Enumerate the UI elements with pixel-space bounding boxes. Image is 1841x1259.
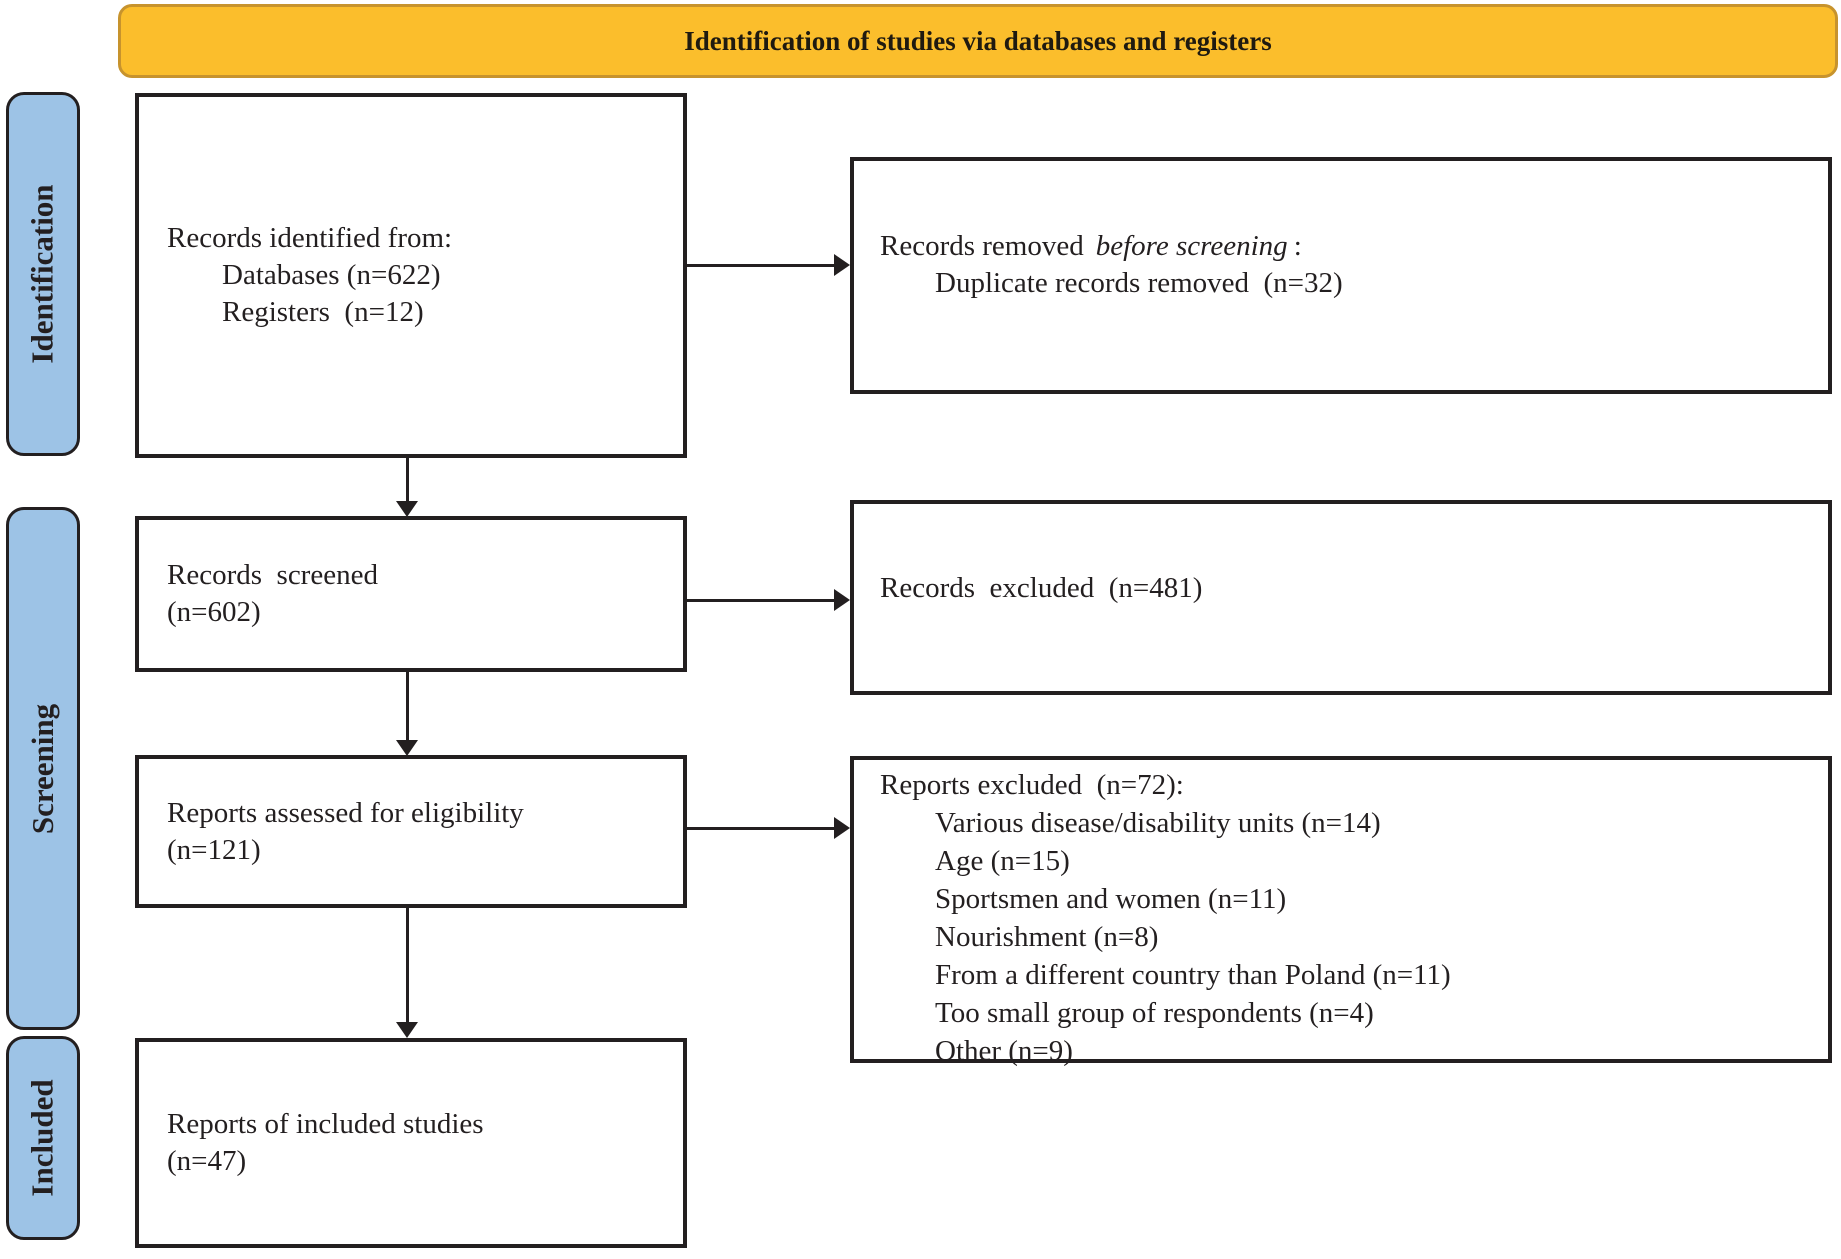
arrow-screened-to-assessed-line xyxy=(406,672,409,743)
records-removed-suffix: : xyxy=(1293,229,1302,262)
arrow-identified-to-screened-head xyxy=(396,501,418,517)
reports-excluded-item: Age (n=15) xyxy=(935,845,1070,877)
records-identified-line1: Records identified from: xyxy=(167,222,453,254)
records-identified-registers: Registers (n=12) xyxy=(222,296,424,328)
reports-excluded-item: From a different country than Poland (n=11) xyxy=(935,959,1451,991)
box-records-removed xyxy=(850,157,1832,394)
box-records-identified xyxy=(135,93,687,458)
stage-label-screening-text: Screening xyxy=(25,703,60,834)
reports-excluded-item: Other (n=9) xyxy=(935,1035,1073,1067)
reports-excluded-item: Sportsmen and women (n=11) xyxy=(935,883,1287,915)
arrow-assessed-to-excluded-head xyxy=(834,817,850,839)
reports-included-line1: Reports of included studies xyxy=(167,1108,484,1140)
arrow-screened-to-excluded-line xyxy=(687,599,835,602)
header-title: Identification of studies via databases and registers xyxy=(684,25,1272,56)
records-removed-italic: before screening xyxy=(1095,229,1288,262)
stage-label-identification-text: Identification xyxy=(25,184,60,364)
records-screened-count: (n=602) xyxy=(167,596,261,628)
arrow-assessed-to-included-line xyxy=(406,908,409,1024)
records-identified-databases: Databases (n=622) xyxy=(222,259,441,291)
reports-included-count: (n=47) xyxy=(167,1145,247,1177)
reports-assessed-line1: Reports assessed for eligibility xyxy=(167,796,524,829)
records-removed-line1 xyxy=(880,228,1828,265)
records-removed-prefix: Records removed xyxy=(880,229,1084,262)
reports-excluded-item: Nourishment (n=8) xyxy=(935,921,1159,953)
stage-label-identification xyxy=(6,92,80,456)
reports-excluded-item: Too small group of respondents (n=4) xyxy=(935,997,1374,1029)
box-records-excluded xyxy=(850,500,1832,695)
stage-label-included xyxy=(6,1036,80,1240)
arrow-identified-to-removed-head xyxy=(834,254,850,276)
box-reports-included xyxy=(135,1038,687,1248)
arrow-screened-to-excluded-head xyxy=(834,589,850,611)
stage-label-screening xyxy=(6,507,80,1030)
arrow-screened-to-assessed-head xyxy=(396,740,418,756)
reports-excluded-item: Various disease/disability units (n=14) xyxy=(935,807,1381,839)
box-reports-assessed xyxy=(135,755,687,908)
reports-assessed-count: (n=121) xyxy=(167,833,261,866)
stage-label-included-text: Included xyxy=(25,1079,61,1197)
records-excluded-line1: Records excluded (n=481) xyxy=(880,572,1203,604)
arrow-assessed-to-included-head xyxy=(396,1022,418,1038)
arrow-assessed-to-excluded-line xyxy=(687,827,835,830)
arrow-identified-to-removed-line xyxy=(687,264,835,267)
reports-excluded-title: Reports excluded (n=72): xyxy=(880,769,1184,801)
records-removed-duplicates: Duplicate records removed (n=32) xyxy=(935,266,1343,299)
box-records-screened xyxy=(135,516,687,672)
header-banner xyxy=(118,4,1838,78)
box-reports-excluded xyxy=(850,756,1832,1067)
records-screened-line1: Records screened xyxy=(167,559,378,591)
arrow-identified-to-screened-line xyxy=(406,458,409,504)
